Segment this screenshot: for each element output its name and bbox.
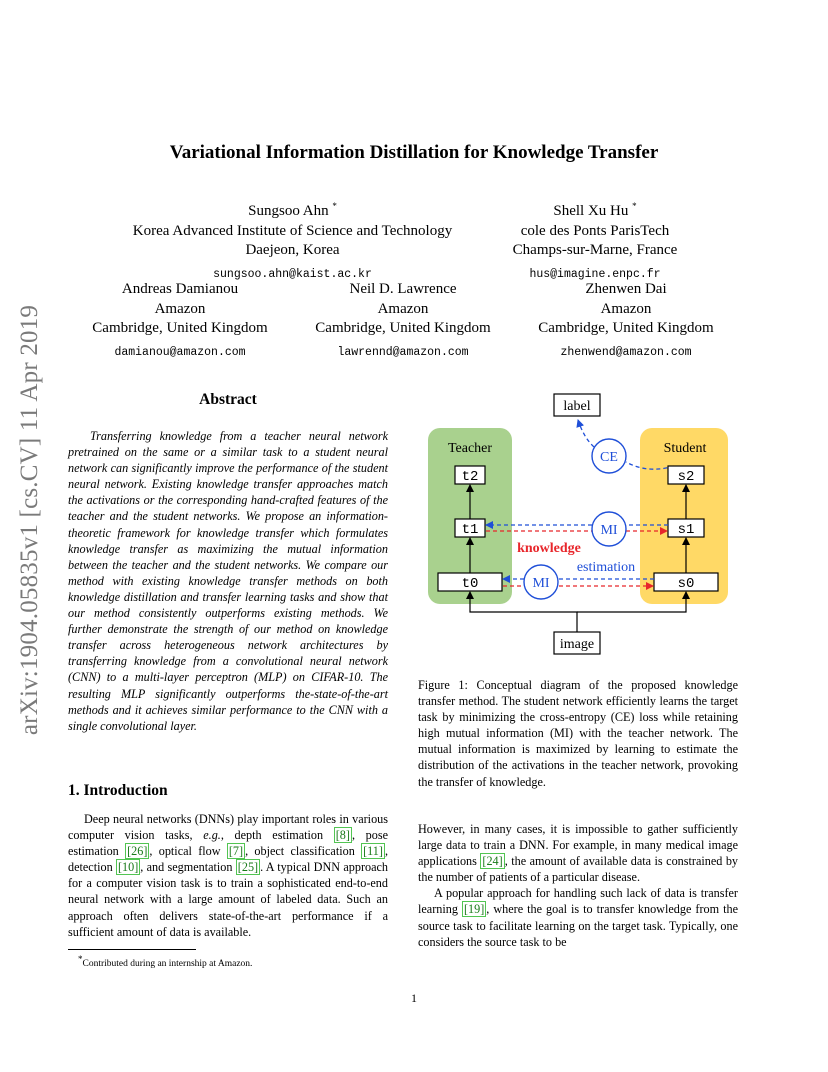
ce-node-text: CE bbox=[600, 450, 618, 465]
arxiv-stamp: arXiv:1904.05835v1 [cs.CV] 11 Apr 2019 bbox=[16, 304, 43, 736]
author-affiliation: Amazon bbox=[377, 300, 429, 317]
mi1-node-text: MI bbox=[600, 523, 618, 538]
ce-arrow-label bbox=[578, 420, 594, 447]
author-email[interactable]: damianou@amazon.com bbox=[114, 345, 246, 359]
footnote-rule bbox=[68, 949, 196, 950]
author-location: Daejeon, Korea bbox=[245, 242, 340, 258]
student-label: Student bbox=[663, 441, 707, 456]
paper-title: Variational Information Distillation for Knowledge Transfer bbox=[169, 142, 659, 163]
right-column-text: However, in many cases, it is impossible to gather sufficiently large data to train a DNN. For example, in many medical image applications [24] , the amount of available data is constrained by the number of patients of a particular disease. A popular approach for handling such lack of data is transfer learning [19] , where the goal is to transfer knowledge from the source task to facilitate learning on the target task. Typically, one considers the source task to be bbox=[418, 822, 739, 949]
label-node-text: label bbox=[563, 399, 591, 414]
t2-node-text: t2 bbox=[461, 469, 479, 485]
author-email[interactable]: lawrennd@amazon.com bbox=[337, 345, 469, 359]
author-location: Cambridge, United Kingdom bbox=[538, 320, 714, 336]
teacher-label: Teacher bbox=[447, 441, 493, 456]
image-node-text: image bbox=[559, 637, 595, 652]
citation-link[interactable]: [24] bbox=[482, 854, 503, 869]
abstract-text: Transferring knowledge from a teacher neural network pretrained on the same or a similar task to a student neural network can significantly improve the performance of the student neural network. Existing knowledge transfer approaches match the activations or the corresponding hand-crafted features of the teacher and the student networks. We propose an information-theoretic framework for knowledge transfer which formulates knowledge transfer as maximizing the mutual information between the teacher and the student networks. We compare our method with existing knowledge transfer methods on both knowledge distillation and transfer learning tasks and show that our method consistently outperforms existing methods. We further demonstrate the strength of our method on knowledge transfer across heterogeneous network architectures by transferring knowledge from a convolutional neural network (CNN) to a multi-layer perceptron (MLP) on CIFAR-10. The resulting MLP significantly outperforms the-state-of-the-art methods and it achieves similar performance to the CNN with a single convolutional layer. bbox=[68, 429, 388, 733]
author-name: Shell Xu Hu bbox=[553, 203, 629, 219]
s1-node-text: s1 bbox=[677, 522, 695, 538]
abstract-heading: Abstract bbox=[199, 391, 257, 408]
intro-paragraph: Deep neural networks (DNNs) play important roles in various computer vision tasks, e.g., depth estimation [8] , pose estimation [26] , optical flow [7] , object classification [11] , detection [10] , and segmentation [25] . A typical DNN approach for a computer vision task is to train a sophisticated end-to-end neural network with a large amount of labeled data. Such an approach often delivers state-of-the-art performance if a sufficient amount of data is available. bbox=[68, 812, 389, 939]
section-heading-introduction: 1. Introduction bbox=[68, 782, 168, 799]
citation-link[interactable]: [8] bbox=[335, 828, 350, 843]
author-location: Cambridge, United Kingdom bbox=[315, 320, 491, 336]
author-name: Neil D. Lawrence bbox=[349, 281, 457, 297]
author-location: Champs-sur-Marne, France bbox=[512, 242, 678, 258]
author-mark: * bbox=[632, 201, 637, 211]
figure-1-caption: Figure 1: Conceptual diagram of the proposed knowledge transfer method. The student network efficiently learns the target task by minimizing the cross-entropy (CE) loss while retaining high mutual information (MI) with the teacher network. The mutual information is maximized by learning to estimate the distribution of the activations in the teacher network, provoking the transfer of knowledge. bbox=[418, 678, 738, 789]
author-email[interactable]: hus@imagine.enpc.fr bbox=[529, 267, 661, 281]
author-name: Andreas Damianou bbox=[121, 281, 239, 297]
citation-link[interactable]: [10] bbox=[117, 860, 139, 875]
author-block-damianou bbox=[70, 280, 290, 362]
author-affiliation: Amazon bbox=[154, 300, 206, 317]
author-email[interactable]: zhenwend@amazon.com bbox=[560, 345, 692, 359]
s0-node-text: s0 bbox=[677, 576, 695, 592]
citation-link[interactable]: [25] bbox=[237, 860, 259, 875]
mi2-node-text: MI bbox=[532, 576, 550, 591]
author-affiliation: cole des Ponts ParisTech bbox=[520, 222, 670, 239]
citation-link[interactable]: [19] bbox=[463, 902, 485, 917]
knowledge-label: knowledge bbox=[517, 541, 581, 556]
t1-node-text: t1 bbox=[461, 522, 479, 538]
estimation-label: estimation bbox=[576, 560, 636, 575]
author-block-ahn bbox=[90, 197, 495, 284]
s2-node-text: s2 bbox=[677, 469, 695, 485]
page-number: 1 bbox=[411, 991, 417, 1005]
footnote: *Contributed during an internship at Amazon. bbox=[78, 954, 253, 970]
t0-node-text: t0 bbox=[461, 576, 479, 592]
author-affiliation: Korea Advanced Institute of Science and Technology bbox=[132, 222, 453, 239]
author-mark: * bbox=[332, 201, 337, 211]
author-block-hu bbox=[495, 197, 695, 284]
author-affiliation: Amazon bbox=[600, 300, 652, 317]
author-block-lawrence bbox=[293, 280, 513, 362]
citation-link[interactable]: [7] bbox=[228, 844, 244, 859]
figure-1-diagram bbox=[418, 390, 738, 660]
author-name: Zhenwen Dai bbox=[585, 281, 667, 297]
citation-link[interactable]: [11] bbox=[363, 844, 383, 859]
author-name: Sungsoo Ahn bbox=[248, 203, 329, 219]
author-block-dai bbox=[516, 280, 736, 362]
author-email[interactable]: sungsoo.ahn@kaist.ac.kr bbox=[213, 267, 372, 281]
citation-link[interactable]: [26] bbox=[127, 844, 148, 859]
author-location: Cambridge, United Kingdom bbox=[92, 320, 268, 336]
